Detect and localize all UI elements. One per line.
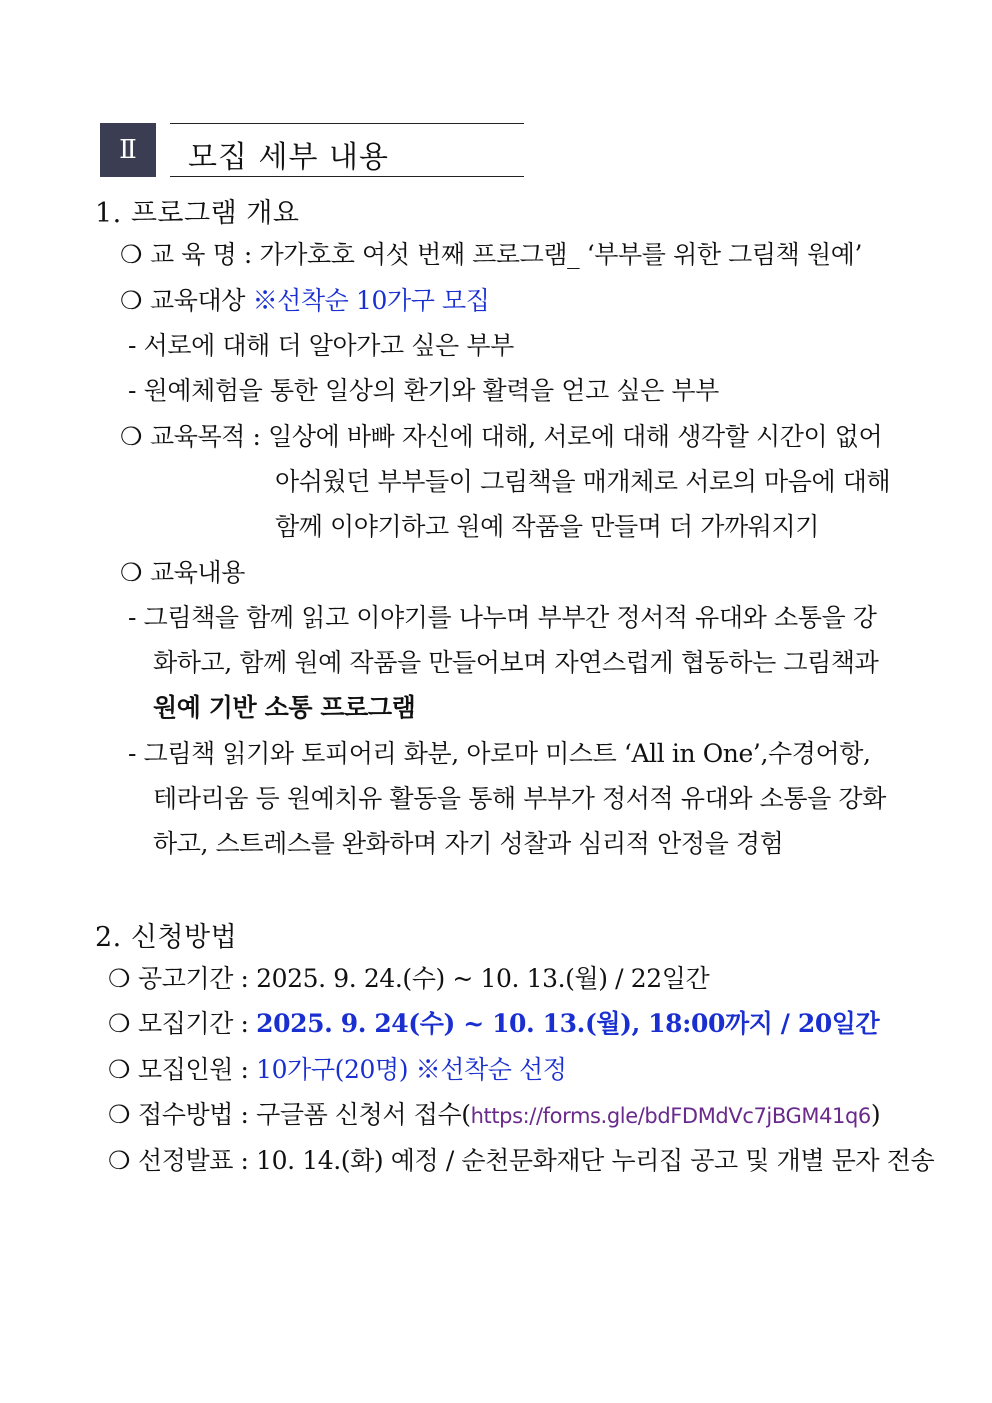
content-line: 하고, 스트레스를 완화하며 자기 성찰과 심리적 안정을 경험 xyxy=(153,829,784,858)
apply-method-row xyxy=(108,1098,880,1133)
section2-title: 2. 신청방법 xyxy=(95,922,238,953)
row-value: 10. 14.(화) 예정 / 순천문화재단 누리집 공고 및 개별 문자 전송 xyxy=(256,1146,935,1175)
row-value-prefix: 구글폼 신청서 접수( xyxy=(256,1100,471,1129)
target-note: ※선착순 10가구 모집 xyxy=(252,286,490,315)
target-item: - 원예체험을 통한 일상의 환기와 활력을 얻고 싶은 부부 xyxy=(128,376,719,405)
target-label: 교육대상 xyxy=(150,286,246,315)
row-value: 2025. 9. 24.(수) ~ 10. 13.(월) / 22일간 xyxy=(256,964,710,993)
bullet-icon: ❍ xyxy=(120,240,143,269)
content-line: 테라리움 등 원예치유 활동을 통해 부부가 정서적 유대와 소통을 강화 xyxy=(153,784,886,813)
program-name: 가가호호 여섯 번째 프로그램_ ‘부부를 위한 그림책 원예’ xyxy=(259,240,862,269)
bullet-icon: ❍ xyxy=(108,1100,131,1129)
content-row xyxy=(120,556,245,590)
row-value-suffix: ) xyxy=(870,1100,881,1129)
content-line-bold: 원예 기반 소통 프로그램 xyxy=(153,693,416,722)
bullet-icon: ❍ xyxy=(108,1146,131,1175)
row-label: 모집인원 : xyxy=(138,1055,249,1084)
row-label: 공고기간 : xyxy=(138,964,249,993)
content-label: 교육내용 xyxy=(150,558,246,587)
row-label: 선정발표 : xyxy=(138,1146,249,1175)
recruit-period-row xyxy=(108,1007,879,1041)
purpose-row xyxy=(120,420,882,454)
notice-period-row xyxy=(108,962,709,996)
purpose-label: 교육목적 : xyxy=(150,422,261,451)
bullet-icon: ❍ xyxy=(120,558,143,587)
section-number: Ⅱ xyxy=(119,135,137,165)
content-line: 화하고, 함께 원예 작품을 만들어보며 자연스럽게 협동하는 그림책과 xyxy=(153,648,879,677)
content-line: - 그림책을 함께 읽고 이야기를 나누며 부부간 정서적 유대와 소통을 강 xyxy=(128,603,877,632)
bullet-icon: ❍ xyxy=(120,286,143,315)
bullet-icon: ❍ xyxy=(120,422,143,451)
bullet-icon: ❍ xyxy=(108,1009,131,1038)
bullet-icon: ❍ xyxy=(108,964,131,993)
section-title-box xyxy=(170,123,524,177)
content-line: - 그림책 읽기와 토피어리 화분, 아로마 미스트 ‘All in One’,수경어항, xyxy=(128,739,871,768)
section-number-box xyxy=(100,123,156,177)
program-name-row xyxy=(120,238,862,272)
bullet-icon: ❍ xyxy=(108,1055,131,1084)
purpose-line: 일상에 바빠 자신에 대해, 서로에 대해 생각할 시간이 없어 xyxy=(268,422,883,451)
recruit-count-row xyxy=(108,1053,567,1087)
program-name-label: 교 육 명 : xyxy=(150,240,252,269)
target-item: - 서로에 대해 더 알아가고 싶은 부부 xyxy=(128,331,514,360)
google-form-link[interactable]: https://forms.gle/bdFDMdVc7jBGM41q6 xyxy=(470,1104,871,1128)
purpose-line: 아쉬웠던 부부들이 그림책을 매개체로 서로의 마음에 대해 xyxy=(275,467,891,496)
target-row xyxy=(120,284,490,318)
section1-title: 1. 프로그램 개요 xyxy=(95,198,300,229)
purpose-line: 함께 이야기하고 원예 작품을 만들며 더 가까워지기 xyxy=(275,512,820,541)
row-value: 10가구(20명) ※선착순 선정 xyxy=(256,1055,567,1084)
row-label: 모집기간 : xyxy=(138,1009,249,1038)
row-label: 접수방법 : xyxy=(138,1100,249,1129)
section-title: 모집 세부 내용 xyxy=(188,140,389,175)
announcement-row xyxy=(108,1144,934,1178)
row-value: 2025. 9. 24(수) ~ 10. 13.(월), 18:00까지 / 20일간 xyxy=(256,1009,880,1038)
